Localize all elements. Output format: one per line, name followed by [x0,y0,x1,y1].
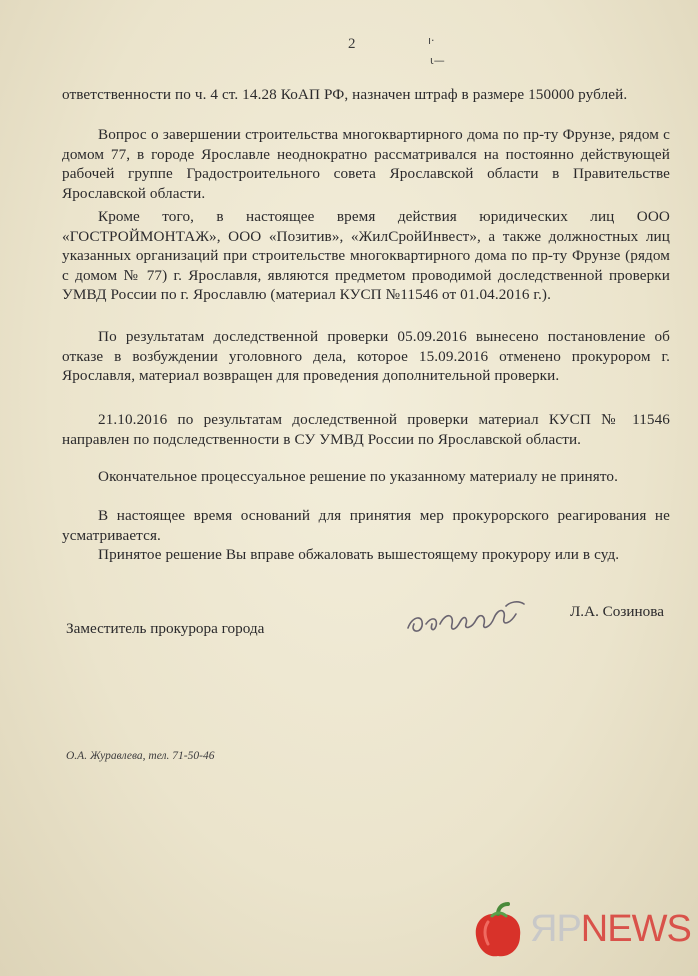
page-number: 2 [348,36,356,52]
site-watermark [470,902,691,962]
signer-title: Заместитель прокурора города [66,620,265,637]
signer-name: Л.А. Созинова [570,603,664,620]
pepper-icon [470,902,526,960]
watermark-logo-part2: NEWS [580,908,691,950]
watermark-logo-text [530,906,691,952]
paragraph-referral: 21.10.2016 по результатам доследственной проверки материал КУСП № 11546 направлен по подследственности в СУ УМВД России по Ярославской области. [62,411,670,448]
paragraph-appeal: Принятое решение Вы вправе обжаловать вышестоящему прокурору или в суд. [98,546,620,563]
paragraph-inspection: Кроме того, в настоящее время действия юридических лиц ООО «ГОСТРОЙМОНТАЖ», ООО «Позитив», «ЖилСройИнвест», а также должностных лиц указанных организаций при строительстве многоквартирного дома по пр-ту Фрунзе (рядом с домом № 77) г. Ярославля, являются предметом проводимой доследственной проверки УМВД России по г. Ярославлю (материал КУСП №11546 от 01.04.2016 г.). [62,208,670,304]
paragraph-fine: ответственности по ч. 4 ст. 14.28 КоАП РФ, назначен штраф в размере 150000 рублей. [62,86,628,103]
paragraph-no-grounds: В настоящее время оснований для принятия мер прокурорского реагирования не усматривается. [62,507,670,544]
margin-mark: ı· [428,34,435,47]
paragraph-results: По результатам доследственной проверки 05.09.2016 вынесено постановление об отказе в возбуждении уголовного дела, которое 15.09.2016 отменено прокурором г. Ярославля, материал возвращен для проведения дополнительной проверки. [62,328,670,385]
executor-contact: О.А. Журавлева, тел. 71-50-46 [66,750,215,762]
paragraph-decision: Окончательное процессуальное решение по указанному материалу не принято. [98,468,618,485]
margin-mark: ι— [430,54,445,67]
paragraph-construction-question: Вопрос о завершении строительства многоквартирного дома по пр-ту Фрунзе, рядом с домом 77, в городе Ярославле неоднократно рассматривался на постоянно действующей рабочей группе Градостроительного совета Ярославской области в Правительстве Ярославской области. [62,126,670,202]
watermark-logo-part1: ЯР [530,908,581,950]
handwritten-signature [402,594,532,644]
